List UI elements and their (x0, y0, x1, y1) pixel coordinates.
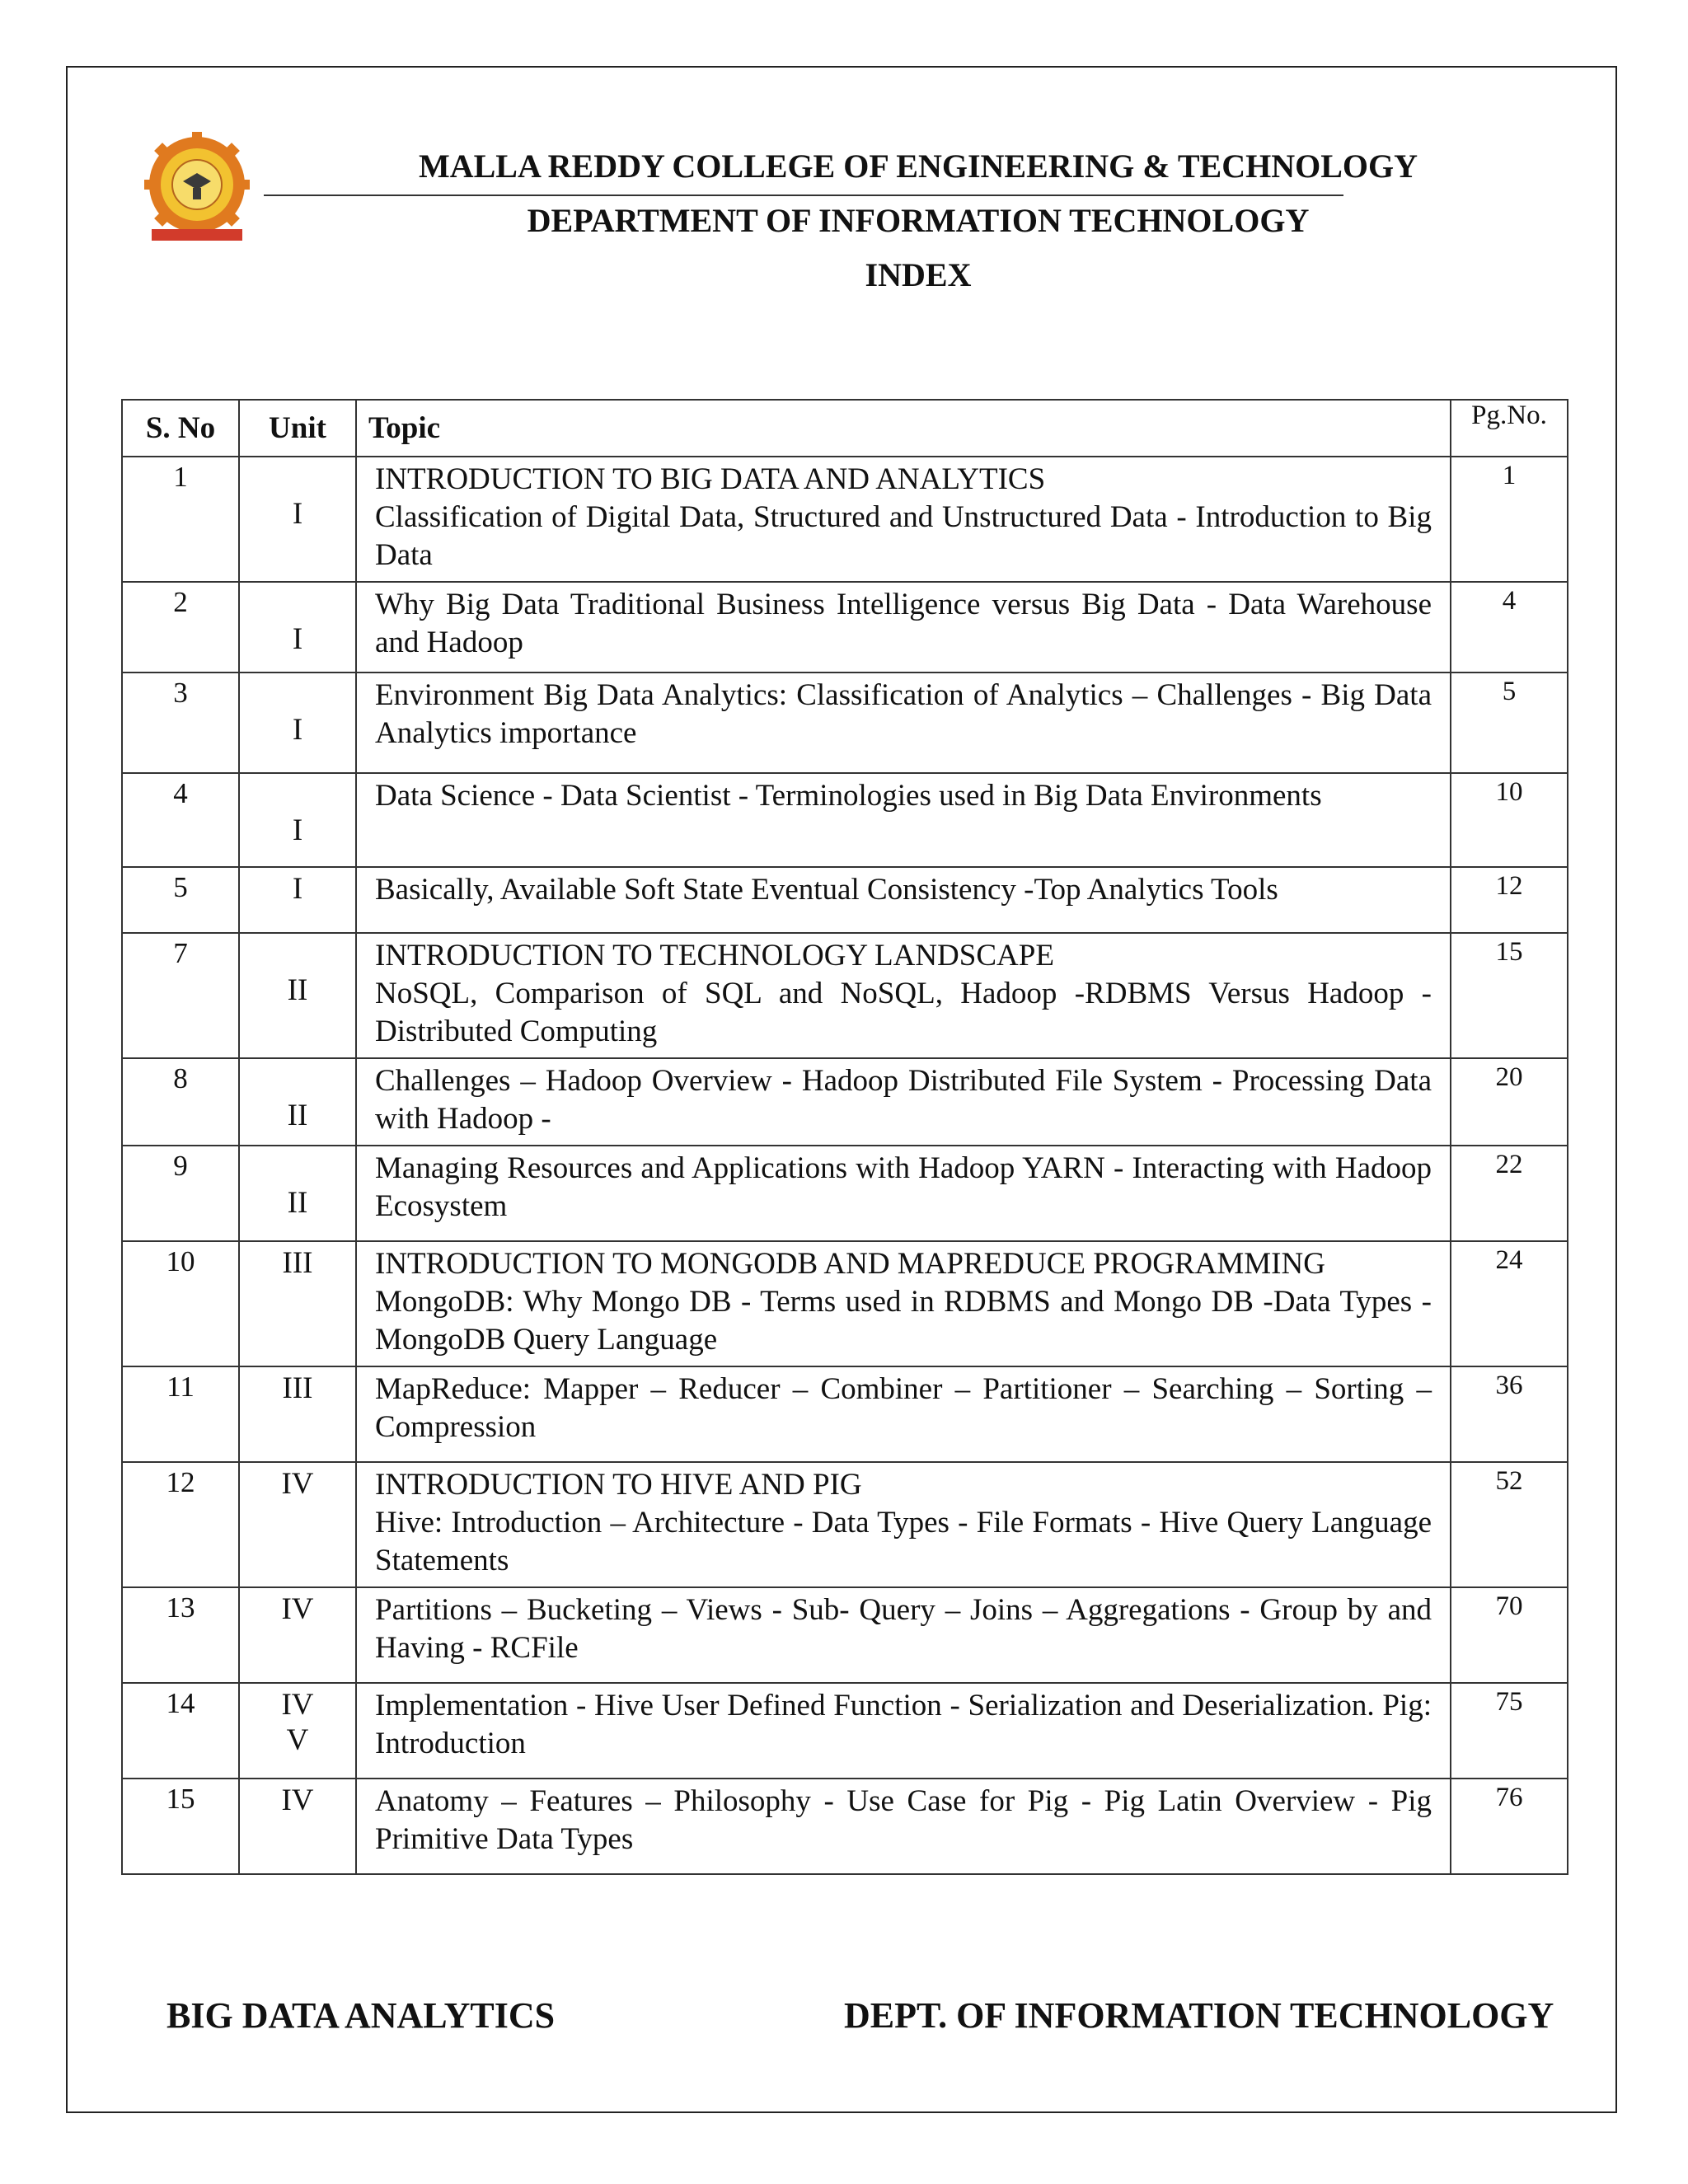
column-header-unit: Unit (239, 400, 356, 457)
cell-unit: III (239, 1241, 356, 1366)
table-row (122, 1779, 1568, 1874)
cell-unit: I (239, 457, 356, 582)
cell-page-number: 22 (1451, 1146, 1568, 1241)
cell-unit: IV (239, 1779, 356, 1874)
cell-sno: 14 (122, 1683, 239, 1779)
cell-page-number: 52 (1451, 1462, 1568, 1587)
topic-text: INTRODUCTION TO MONGODB AND MAPREDUCE PROGRAMMING (375, 1247, 1325, 1281)
footer-course-title: BIG DATA ANALYTICS (166, 1995, 556, 2036)
topic-text: INTRODUCTION TO BIG DATA AND ANALYTICS (375, 462, 1046, 496)
table-row (122, 1058, 1568, 1146)
table-row (122, 867, 1568, 933)
cell-topic (356, 933, 1451, 1058)
footer-department: DEPT. OF INFORMATION TECHNOLOGY (844, 1995, 1554, 2036)
cell-topic (356, 1058, 1451, 1146)
topic-text: Why Big Data Traditional Business Intelligence versus Big Data - Data Warehouse and Hadoop (375, 588, 1432, 659)
cell-page-number: 12 (1451, 867, 1568, 933)
cell-unit: IV (239, 1587, 356, 1683)
cell-page-number: 70 (1451, 1587, 1568, 1683)
cell-page-number: 24 (1451, 1241, 1568, 1366)
column-header-sno: S. No (122, 400, 239, 457)
topic-text: Data Science - Data Scientist - Terminologies used in Big Data Environments (375, 779, 1322, 813)
table-row (122, 933, 1568, 1058)
cell-topic (356, 1241, 1451, 1366)
topic-text: NoSQL, Comparison of SQL and NoSQL, Hadoop -RDBMS Versus Hadoop - Distributed Computing (375, 977, 1432, 1048)
cell-topic (356, 582, 1451, 673)
table-row (122, 1587, 1568, 1683)
cell-sno: 9 (122, 1146, 239, 1241)
table-row (122, 1241, 1568, 1366)
topic-text: Hive: Introduction – Architecture - Data Types - File Formats - Hive Query Language Statements (375, 1506, 1432, 1577)
table-row (122, 1366, 1568, 1462)
topic-text: Managing Resources and Applications with Hadoop YARN - Interacting with Hadoop Ecosystem (375, 1151, 1432, 1223)
index-table (121, 399, 1568, 1875)
cell-sno: 3 (122, 673, 239, 773)
cell-page-number: 15 (1451, 933, 1568, 1058)
topic-text: Anatomy – Features – Philosophy - Use Case for Pig - Pig Latin Overview - Pig Primitive Data Types (375, 1784, 1432, 1856)
cell-page-number: 5 (1451, 673, 1568, 773)
cell-sno: 12 (122, 1462, 239, 1587)
cell-unit: I (239, 867, 356, 933)
topic-text: MongoDB: Why Mongo DB - Terms used in RDBMS and Mongo DB -Data Types - MongoDB Query Language (375, 1285, 1432, 1357)
table-row (122, 1683, 1568, 1779)
cell-unit: IV V (239, 1683, 356, 1779)
table-row (122, 773, 1568, 867)
cell-topic (356, 1366, 1451, 1462)
cell-unit: I (239, 673, 356, 773)
cell-page-number: 4 (1451, 582, 1568, 673)
cell-sno: 11 (122, 1366, 239, 1462)
cell-sno: 7 (122, 933, 239, 1058)
column-header-topic: Topic (356, 400, 1451, 457)
topic-text: INTRODUCTION TO HIVE AND PIG (375, 1468, 862, 1502)
cell-sno: 13 (122, 1587, 239, 1683)
topic-text: MapReduce: Mapper – Reducer – Combiner – Partitioner – Searching – Sorting – Compression (375, 1372, 1432, 1444)
cell-topic (356, 1683, 1451, 1779)
cell-topic (356, 1587, 1451, 1683)
cell-topic (356, 1462, 1451, 1587)
column-header-page: Pg.No. (1451, 400, 1568, 457)
cell-page-number: 36 (1451, 1366, 1568, 1462)
cell-unit: I (239, 582, 356, 673)
cell-topic (356, 1779, 1451, 1874)
table-row (122, 1146, 1568, 1241)
topic-text: Basically, Available Soft State Eventual Consistency -Top Analytics Tools (375, 873, 1278, 907)
cell-page-number: 75 (1451, 1683, 1568, 1779)
department-name: DEPARTMENT OF INFORMATION TECHNOLOGY (527, 202, 1310, 239)
cell-topic (356, 457, 1451, 582)
cell-sno: 1 (122, 457, 239, 582)
page-title: INDEX (865, 256, 972, 293)
cell-unit: I (239, 773, 356, 867)
cell-page-number: 1 (1451, 457, 1568, 582)
cell-page-number: 20 (1451, 1058, 1568, 1146)
cell-unit: II (239, 1146, 356, 1241)
table-row (122, 673, 1568, 773)
cell-unit: III (239, 1366, 356, 1462)
cell-sno: 2 (122, 582, 239, 673)
cell-page-number: 76 (1451, 1779, 1568, 1874)
cell-unit: IV (239, 1462, 356, 1587)
topic-text: Partitions – Bucketing – Views - Sub- Query – Joins – Aggregations - Group by and Having - RCFile (375, 1593, 1432, 1665)
cell-topic (356, 867, 1451, 933)
table-header-row (122, 400, 1568, 457)
table-row (122, 582, 1568, 673)
cell-unit: II (239, 933, 356, 1058)
header-underline (264, 194, 1343, 196)
table-row (122, 457, 1568, 582)
table-row (122, 1462, 1568, 1587)
cell-sno: 8 (122, 1058, 239, 1146)
cell-page-number: 10 (1451, 773, 1568, 867)
cell-sno: 15 (122, 1779, 239, 1874)
cell-topic (356, 1146, 1451, 1241)
topic-text: Implementation - Hive User Defined Function - Serialization and Deserialization. Pig: Introduction (375, 1689, 1432, 1760)
cell-sno: 5 (122, 867, 239, 933)
cell-topic (356, 673, 1451, 773)
topic-text: INTRODUCTION TO TECHNOLOGY LANDSCAPE (375, 939, 1054, 972)
college-name: MALLA REDDY COLLEGE OF ENGINEERING & TECHNOLOGY (418, 148, 1418, 185)
topic-text: Environment Big Data Analytics: Classification of Analytics – Challenges - Big Data Analytics importance (375, 678, 1432, 750)
topic-text: Classification of Digital Data, Structured and Unstructured Data - Introduction to Big Data (375, 500, 1432, 572)
cell-sno: 4 (122, 773, 239, 867)
cell-sno: 10 (122, 1241, 239, 1366)
cell-unit: II (239, 1058, 356, 1146)
topic-text: Challenges – Hadoop Overview - Hadoop Distributed File System - Processing Data with Hadoop - (375, 1064, 1432, 1136)
cell-topic (356, 773, 1451, 867)
